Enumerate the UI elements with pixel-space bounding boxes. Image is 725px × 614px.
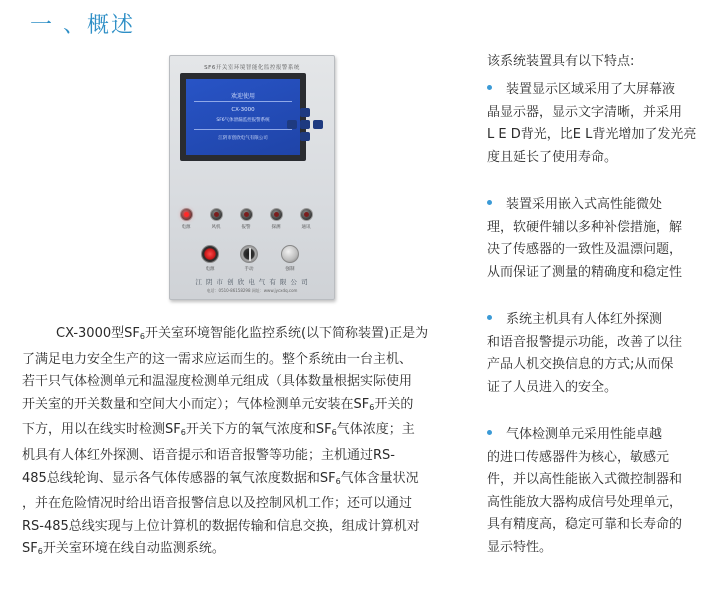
device-footer-company: 江 阴 市 创 欣 电 气 有 限 公 司 [195, 278, 309, 286]
intro-line: 机具有人体红外探测、语音提示和语音报警等功能；主机通过RS- [22, 447, 395, 463]
indicator-label: 电源 [181, 225, 191, 230]
intro-line: 下方，用以在线实时检测$SF_6$开关下方的氧气浓度和$SF_6$气体浓度；主 [22, 422, 415, 438]
indicator-lamp-icon [240, 208, 253, 221]
intro-line: ，并在危险情况时给出语音报警信息以及控制风机工作；还可以通过 [22, 496, 413, 512]
feature-line: 件，并以高性能嵌入式微控制器和 [487, 472, 683, 487]
keypad [287, 108, 323, 144]
feature-line: 和语音报警提示功能，改善了以往 [487, 334, 683, 350]
feature-line: 显示特性。 [487, 539, 553, 555]
device-panel-title: SF6开关室环境智能化监控报警系统 [204, 65, 300, 71]
features-intro: 该系统装置具有以下特点: [487, 54, 635, 69]
feature-line: L E D背光，比E L背光增加了发光亮 [487, 127, 697, 142]
lcd-divider [194, 129, 292, 130]
intro-line: CX-3000型$SF_6$开关室环境智能化监控系统(以下简称装置)正是为 [56, 326, 429, 341]
device-footer-phone: 电话：0510-86158298 网址：www.jycxdq.com [206, 288, 298, 293]
indicator-label: 探测 [271, 225, 281, 230]
push-button-icon [281, 245, 299, 263]
feature-line: 装置显示区域采用了大屏幕液 [506, 82, 676, 97]
indicator-lamp-icon [180, 208, 193, 221]
key-down-icon [300, 132, 310, 141]
feature-item [487, 194, 719, 284]
switch-label: 手动 [244, 267, 254, 272]
lcd-system: SF6气体泄漏监控报警系统 [216, 118, 270, 123]
indicator-lamp-icon [270, 208, 283, 221]
intro-line: 若干只气体检测单元和温湿度检测单元组成（具体数量根据实际使用 [22, 374, 413, 390]
feature-line: 高性能放大器构成信号处理单元， [487, 494, 683, 510]
feature-line: 理，软硬件辅以多种补偿措施，解 [487, 219, 683, 235]
feature-item [487, 79, 719, 169]
feature-line: 系统主机具有人体红外探测 [506, 312, 663, 327]
key-left-icon [287, 120, 297, 129]
feature-line: 证了人员进入的安全。 [487, 379, 618, 395]
feature-item [487, 309, 719, 399]
lcd-welcome: 欢迎使用 [230, 93, 255, 100]
feature-line: 装置采用嵌入式高性能微处 [506, 197, 663, 212]
feature-line: 的进口传感器件为核心，敏感元 [487, 449, 670, 465]
feature-line: 度且延长了使用寿命。 [487, 149, 618, 165]
lcd-company: 江阴市创欣电气有限公司 [218, 136, 268, 141]
bullet-icon [487, 315, 492, 320]
lcd-divider [194, 101, 292, 102]
indicator-lamp-icon [210, 208, 223, 221]
key-up-icon [300, 108, 310, 117]
lcd-screen [186, 79, 300, 155]
feature-line: 具有精度高，稳定可靠和长寿命的 [487, 517, 683, 532]
feature-item [487, 424, 719, 559]
intro-line: 485总线轮询、显示各气体传感器的氧气浓度数据和$SF_6$气体含量状况 [22, 470, 419, 486]
indicator-label: 风机 [211, 225, 221, 230]
bullet-icon [487, 200, 492, 205]
switch-label: 强制 [285, 267, 295, 272]
feature-line: 从而保证了测量的精确度和稳定性 [487, 264, 683, 280]
indicator-label: 通讯 [301, 225, 311, 230]
bullet-icon [487, 430, 492, 435]
intro-line: 开关室的开关数量和空间大小而定）；气体检测单元安装在$SF_6$开关的 [22, 396, 414, 412]
key-right-icon [313, 120, 323, 129]
feature-line: 晶显示器，显示文字清晰，并采用 [487, 104, 683, 120]
bullet-icon [487, 85, 492, 90]
indicator-label: 报警 [241, 225, 251, 230]
intro-paragraph [22, 323, 468, 564]
mode-knob-icon [240, 245, 258, 263]
feature-line: 气体检测单元采用性能卓越 [506, 427, 663, 442]
intro-line: RS-485总线实现与上位计算机的数据传输和信息交换，组成计算机对 [22, 518, 420, 534]
power-switch-icon [201, 245, 219, 263]
feature-line: 产品人机交换信息的方式;从而保 [487, 357, 674, 372]
device-photo [169, 55, 335, 300]
intro-line: $SF_6$开关室环境在线自动监测系统。 [22, 541, 225, 557]
section-heading: 一 、概述 [30, 13, 135, 38]
indicator-lamp-icon [300, 208, 313, 221]
switch-label: 电源 [205, 267, 215, 272]
feature-line: 决了传感器的一致性及温漂问题， [487, 242, 683, 257]
lcd-model: CX-3000 [231, 107, 255, 113]
key-ok-icon [300, 120, 310, 129]
intro-line: 了满足电力安全生产的这一需求应运而生的。整个系统由一台主机、 [22, 351, 413, 367]
